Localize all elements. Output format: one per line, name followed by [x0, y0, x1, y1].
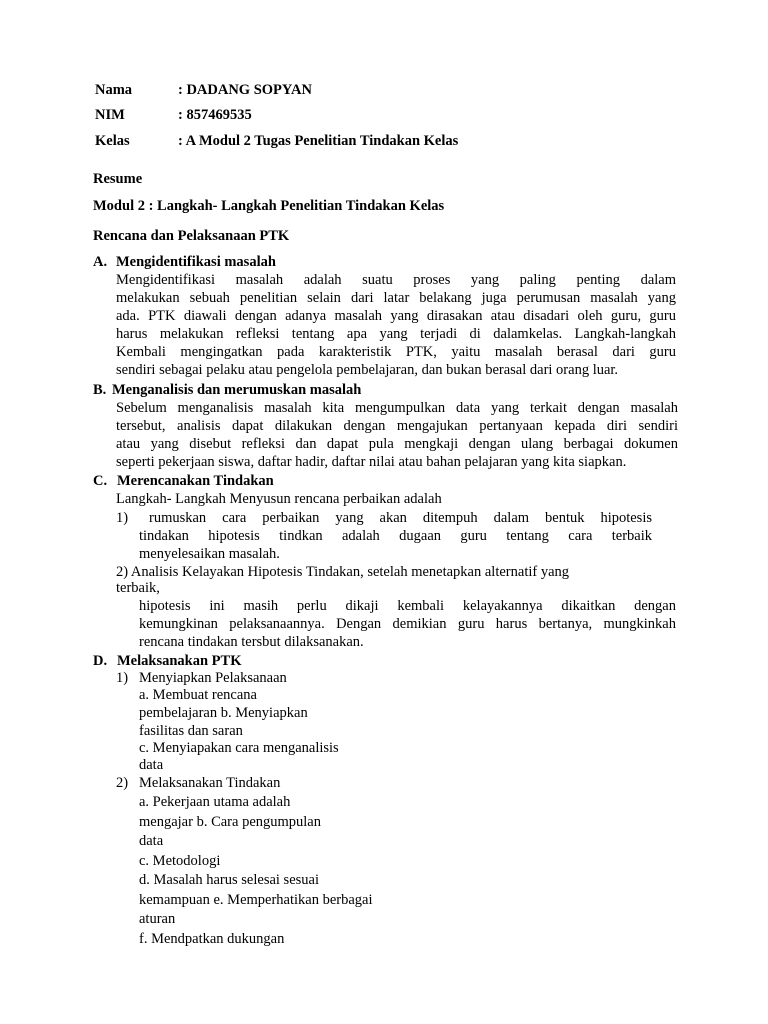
section-c-item2-line: 2) Analisis Kelayakan Hipotesis Tindakan, setelah menetapkan alternatif yang [116, 564, 570, 580]
rencana-heading: Rencana dan Pelaksanaan PTK [93, 228, 290, 244]
section-b-line: seperti pekerjaan siswa, daftar hadir, daftar nilai atau bahan pelajaran yang kita siapkan. [116, 454, 627, 470]
kelas-value: : A Modul 2 Tugas Penelitian Tindakan Kelas [178, 133, 459, 149]
section-c-title: Merencanakan Tindakan [117, 473, 274, 489]
modul-heading: Modul 2 : Langkah- Langkah Penelitian Tindakan Kelas [93, 198, 445, 214]
section-d-item2-sub: a. Pekerjaan utama adalah [139, 794, 291, 810]
section-d-item1-sub: c. Menyiapakan cara menganalisis [139, 740, 339, 756]
section-d-item2-marker: 2) [116, 775, 129, 791]
section-d-marker: D. [93, 653, 108, 669]
section-a-line: sendiri sebagai pelaku atau pengelola pembelajaran, dan bukan berasal dari orang luar. [116, 362, 619, 378]
section-c-item2-line: rencana tindakan tersbut dilaksanakan. [139, 634, 364, 650]
section-a-marker: A. [93, 254, 108, 270]
name-label: Nama [95, 82, 133, 98]
section-c-item2-line: kemungkinan pelaksanaannya. Dengan demikian guru harus bertanya, mungkinkah [139, 616, 676, 632]
section-c-item2-line: hipotesis ini masih perlu dikaji kembali kelayakannya dikaitkan dengan [139, 598, 676, 614]
section-c-marker: C. [93, 473, 108, 489]
section-a-line: Mengidentifikasi masalah adalah suatu proses yang paling penting dalam [116, 272, 676, 288]
section-a-line: ada. PTK diawali dengan adanya masalah yang dirasakan atau disadari oleh guru, guru [116, 308, 676, 324]
section-d-item1-marker: 1) [116, 670, 129, 686]
section-d-item2-sub: d. Masalah harus selesai sesuai [139, 872, 319, 888]
section-a-line: melakukan sebuah penelitian selain dari latar belakang juga perumusan masalah yang [116, 290, 676, 306]
section-a-title: Mengidentifikasi masalah [116, 254, 276, 270]
section-b-marker: B. [93, 382, 107, 398]
section-d-item2-sub: aturan [139, 911, 176, 927]
section-b-line: tersebut, analisis dapat dilakukan dengan mengajukan pertanyaan kepada diri sendiri [116, 418, 678, 434]
resume-heading: Resume [93, 171, 143, 187]
nim-value: : 857469535 [178, 107, 252, 123]
section-d-item2-title: Melaksanakan Tindakan [139, 775, 281, 791]
section-d-title: Melaksanakan PTK [117, 653, 242, 669]
section-b-line: atau yang disebut refleksi dan dapat pula mengkaji dengan ulang berbagai dokumen [116, 436, 678, 452]
section-c-item1-line: tindakan hipotesis tindkan adalah dugaan guru tentang cara terbaik [139, 528, 652, 544]
section-c-item1-line: rumuskan cara perbaikan yang akan ditempuh dalam bentuk hipotesis [149, 510, 652, 526]
section-d-item2-sub: data [139, 833, 164, 849]
section-d-item1-sub: a. Membuat rencana [139, 687, 257, 703]
section-d-item2-sub: c. Metodologi [139, 853, 221, 869]
section-a-line: harus melakukan refleksi tentang apa yang terjadi di dalamkelas. Langkah-langkah [116, 326, 676, 342]
section-c-item1-marker: 1) [116, 510, 129, 526]
section-d-item2-sub: f. Mendpatkan dukungan [139, 931, 285, 947]
section-c-item2-line: terbaik, [116, 580, 160, 596]
section-d-item1-title: Menyiapkan Pelaksanaan [139, 670, 287, 686]
section-d-item2-sub: mengajar b. Cara pengumpulan [139, 814, 321, 830]
kelas-label: Kelas [95, 133, 130, 149]
section-d-item1-sub: pembelajaran b. Menyiapkan [139, 705, 308, 721]
name-value: : DADANG SOPYAN [178, 82, 312, 98]
section-d-item2-sub: kemampuan e. Memperhatikan berbagai [139, 892, 373, 908]
section-b-line: Sebelum menganalisis masalah kita mengumpulkan data yang terkait dengan masalah [116, 400, 678, 416]
section-b-title: Menganalisis dan merumuskan masalah [112, 382, 362, 398]
section-a-line: Kembali mengingatkan pada karakteristik PTK, yaitu masalah berasal dari guru [116, 344, 676, 360]
section-d-item1-sub: fasilitas dan saran [139, 723, 243, 739]
section-c-intro: Langkah- Langkah Menyusun rencana perbaikan adalah [116, 491, 442, 507]
section-d-item1-sub: data [139, 757, 164, 773]
nim-label: NIM [95, 107, 125, 123]
section-c-item1-line: menyelesaikan masalah. [139, 546, 280, 562]
